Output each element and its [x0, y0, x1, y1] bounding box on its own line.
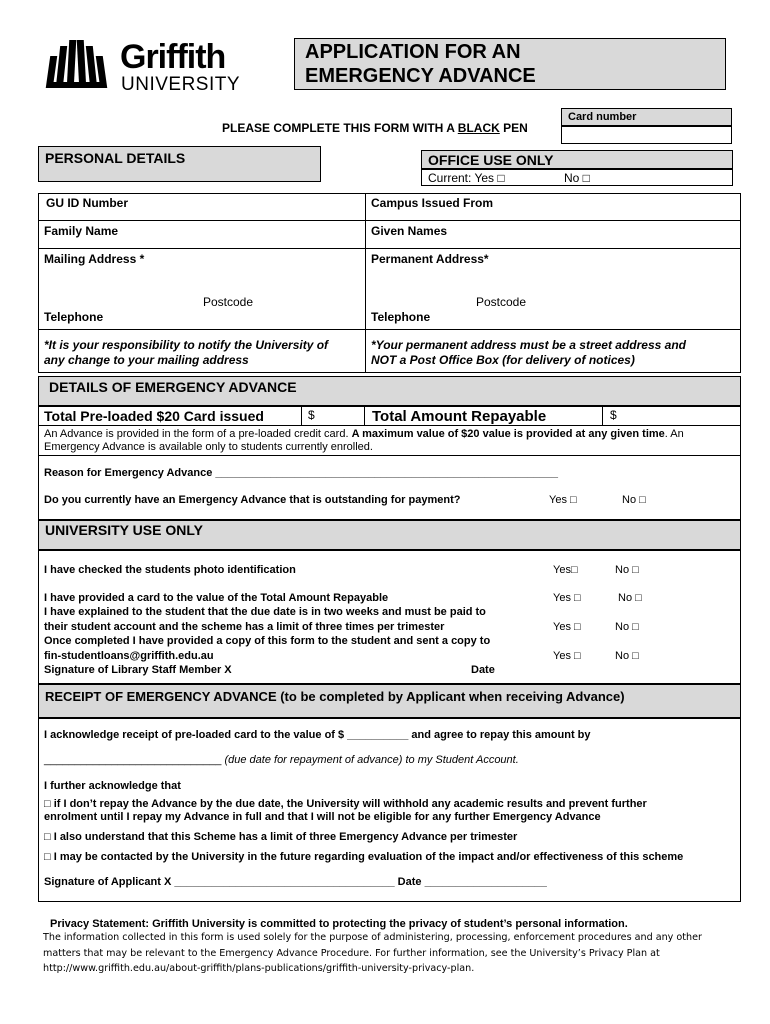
receipt-further: I further acknowledge that: [44, 780, 181, 792]
copy-line1: Once completed I have provided a copy of this form to the student and sent a copy to: [44, 635, 491, 647]
copy-line2-email: fin-studentloans@griffith.edu.au: [44, 650, 214, 662]
outstanding-question: Do you currently have an Emergency Advance that is outstanding for payment?: [44, 494, 461, 506]
card-provided-yes[interactable]: Yes □: [553, 592, 581, 604]
instruction-text: [222, 121, 528, 135]
logo-subtitle: UNIVERSITY: [121, 74, 241, 95]
receipt-item3[interactable]: □ I may be contacted by the University in the future regarding evaluation of the impact and/or effectiveness of this scheme: [44, 851, 684, 863]
reason-field[interactable]: Reason for Emergency Advance ________________________________________________________: [44, 467, 558, 479]
instruction-black: BLACK: [457, 121, 500, 135]
permanent-note-line1: *Your permanent address must be a street address and: [371, 338, 686, 352]
library-staff-signature[interactable]: Signature of Library Staff Member X: [44, 664, 232, 676]
advance-details-heading: DETAILS OF EMERGENCY ADVANCE: [49, 379, 297, 395]
gu-id-label: GU ID Number: [46, 196, 129, 210]
receipt-item1-line1[interactable]: □ if I don’t repay the Advance by the due date, the University will withhold any academic results and prevent further: [44, 798, 647, 810]
mailing-postcode-label: Postcode: [203, 295, 254, 309]
card-number-label: Card number: [568, 111, 637, 123]
griffith-logo: [48, 38, 268, 98]
total-repayable-label: Total Amount Repayable: [372, 408, 547, 425]
mailing-telephone-label: Telephone: [44, 310, 104, 324]
office-use-heading-box: [421, 150, 733, 169]
outstanding-yes-checkbox[interactable]: Yes □: [549, 494, 577, 506]
card-provided-check: I have provided a card to the value of the Total Amount Repayable: [44, 592, 389, 604]
photo-id-check: I have checked the students photo identification: [44, 564, 296, 576]
advance-info-a: An Advance is provided in the form of a pre-loaded credit card.: [44, 428, 352, 440]
university-use-heading-box: [38, 520, 741, 550]
griffith-logo-mark-icon: [48, 38, 118, 93]
advance-info-line2: Emergency Advance is available only to students currently enrolled.: [44, 441, 373, 453]
explained-line2: their student account and the scheme has a limit of three times per trimester: [44, 621, 445, 633]
photo-id-no[interactable]: No □: [615, 564, 639, 576]
office-current-yes[interactable]: Current: Yes □: [428, 171, 505, 185]
form-title-line2: EMERGENCY ADVANCE: [305, 65, 536, 87]
office-use-current-box: [421, 169, 733, 186]
given-names-label: Given Names: [371, 224, 448, 238]
university-use-heading: UNIVERSITY USE ONLY: [45, 522, 203, 538]
office-use-heading: OFFICE USE ONLY: [428, 152, 554, 168]
permanent-telephone-label: Telephone: [371, 310, 431, 324]
permanent-postcode-label: Postcode: [476, 295, 527, 309]
card-provided-no[interactable]: No □: [618, 592, 642, 604]
receipt-heading: RECEIPT OF EMERGENCY ADVANCE (to be completed by Applicant when receiving Advance): [45, 689, 625, 704]
instruction-suffix: PEN: [499, 121, 528, 135]
total-repayable-dollar[interactable]: $: [610, 408, 617, 422]
total-card-issued-label: Total Pre-loaded $20 Card issued: [44, 408, 264, 424]
advance-info-line1: [44, 428, 684, 440]
privacy-heading: Privacy Statement: Griffith University is committed to protecting the privacy of student’s personal information.: [50, 918, 628, 930]
personal-details-heading: PERSONAL DETAILS: [45, 150, 186, 166]
privacy-line2: matters that may be relevant to the Emergency Advance Procedure. For further information, see the University’s Privacy Plan at: [43, 948, 660, 959]
campus-label: Campus Issued From: [371, 196, 494, 210]
receipt-table: [38, 718, 741, 902]
privacy-url[interactable]: http://www.griffith.edu.au/about-griffith/plans-publications/griffith-university-privacy-plan.: [43, 963, 475, 974]
copy-no[interactable]: No □: [615, 650, 639, 662]
card-number-label-box: [561, 108, 732, 126]
explained-yes[interactable]: Yes □: [553, 621, 581, 633]
office-current-no[interactable]: No □: [564, 171, 590, 185]
outstanding-no-checkbox[interactable]: No □: [622, 494, 646, 506]
personal-details-heading-box: [38, 146, 321, 182]
form-title-line1: APPLICATION FOR AN: [305, 41, 521, 63]
instruction-prefix: PLEASE COMPLETE THIS FORM WITH A: [222, 121, 458, 135]
mailing-address-label: Mailing Address *: [44, 252, 145, 266]
mailing-note-line2: any change to your mailing address: [44, 353, 249, 367]
due-date-line[interactable]: _____________________________: [44, 754, 225, 766]
applicant-signature[interactable]: Signature of Applicant X ____________________________________ Date ____________________: [44, 876, 547, 888]
copy-yes[interactable]: Yes □: [553, 650, 581, 662]
total-card-dollar[interactable]: $: [308, 408, 315, 422]
receipt-item1-line2: enrolment until I repay my Advance in full and that I will not be eligible for any further Emergency Advance: [44, 811, 601, 823]
receipt-acknowledge[interactable]: I acknowledge receipt of pre-loaded card to the value of $ __________ and agree to repay this amount by: [44, 729, 591, 741]
receipt-heading-box: [38, 684, 741, 718]
library-staff-date[interactable]: Date: [471, 664, 495, 676]
receipt-due-date[interactable]: [44, 754, 519, 766]
family-name-label: Family Name: [44, 224, 119, 238]
photo-id-yes[interactable]: Yes□: [553, 564, 578, 576]
form-title-box: [294, 38, 726, 90]
mailing-note-line1: *It is your responsibility to notify the University of: [44, 338, 329, 352]
advance-details-heading-box: [38, 376, 741, 406]
advance-info-c: . An: [664, 428, 684, 440]
card-number-field[interactable]: [561, 126, 732, 144]
explained-line1: I have explained to the student that the due date is in two weeks and must be paid to: [44, 606, 486, 618]
due-date-note: (due date for repayment of advance) to my Student Account.: [224, 754, 519, 766]
receipt-item2[interactable]: □ I also understand that this Scheme has a limit of three Emergency Advance per trimester: [44, 831, 518, 843]
explained-no[interactable]: No □: [615, 621, 639, 633]
permanent-note-line2: NOT a Post Office Box (for delivery of notices): [371, 353, 635, 367]
permanent-address-label: Permanent Address*: [371, 252, 489, 266]
logo-name: Griffith: [120, 38, 226, 76]
privacy-line1: The information collected in this form is used solely for the purpose of administering, processing, enforcement procedures and any other: [43, 932, 702, 943]
advance-info-b: A maximum value of $20 value is provided at any given time: [351, 428, 665, 440]
